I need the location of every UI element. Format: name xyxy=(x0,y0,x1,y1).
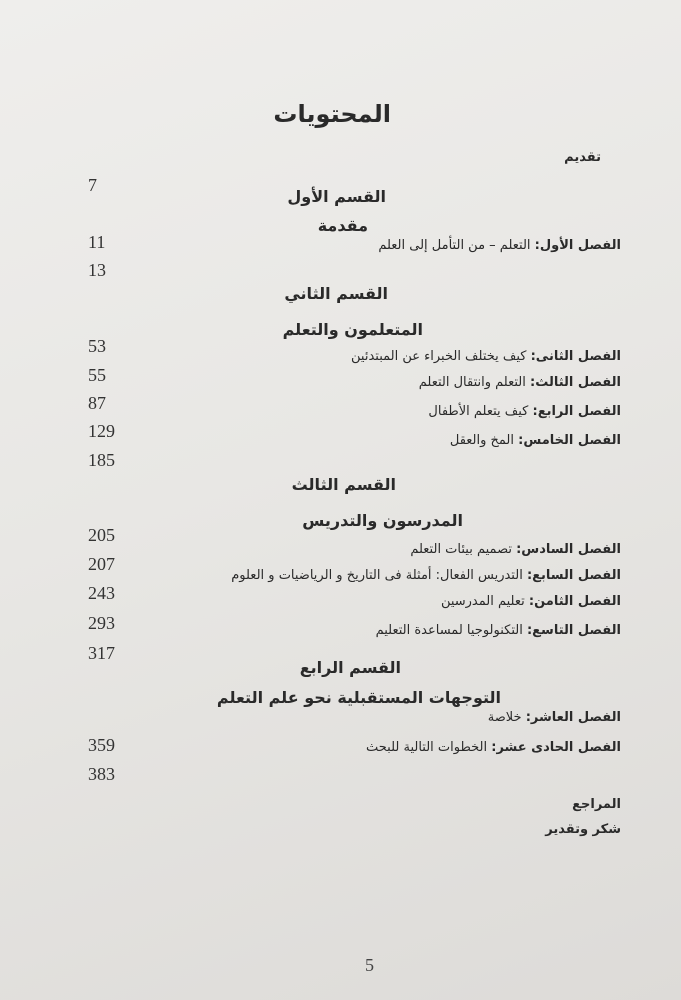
acknowledgments-entry: شكر وتقدير xyxy=(545,822,621,837)
chapter7-title: التدريس الفعال: أمثلة فى التاريخ و الرياضيات و العلوم xyxy=(231,568,523,583)
part3-heading: القسم الثالث xyxy=(291,475,396,494)
chapter3-label: الفصل الثالث: xyxy=(530,375,621,390)
chapter10-title: خلاصة xyxy=(487,710,522,725)
chapter4-title: كيف يتعلم الأطفال xyxy=(428,404,529,419)
part1-subtitle: مقدمة xyxy=(317,216,368,235)
page-number: 243 xyxy=(88,583,115,603)
chapter2-title: كيف يختلف الخبراء عن المبتدئين xyxy=(351,349,527,364)
chapter2-entry xyxy=(351,349,621,364)
chapter11-entry xyxy=(366,740,621,755)
page-number: 317 xyxy=(88,643,115,663)
part1-heading: القسم الأول xyxy=(287,187,386,206)
chapter2-label: الفصل الثانى: xyxy=(530,349,621,364)
page-number: 293 xyxy=(88,613,115,633)
chapter8-label: الفصل الثامن: xyxy=(528,594,621,609)
part3-subtitle: المدرسون والتدريس xyxy=(302,511,463,530)
chapter11-title: الخطوات التالية للبحث xyxy=(366,740,488,755)
chapter5-label: الفصل الخامس: xyxy=(518,433,621,448)
page-number: 359 xyxy=(88,735,115,755)
part2-subtitle: المتعلمون والتعلم xyxy=(282,320,423,339)
chapter9-title: التكنولوجيا لمساعدة التعليم xyxy=(375,623,523,638)
chapter1-title: التعلم – من التأمل إلى العلم xyxy=(378,238,531,253)
preface-entry: تقديم xyxy=(564,150,601,165)
chapter7-entry xyxy=(231,568,621,583)
page-number: 87 xyxy=(88,393,106,413)
chapter9-entry xyxy=(376,623,621,638)
page-number: 207 xyxy=(88,554,115,574)
chapter10-label: الفصل العاشر: xyxy=(525,710,621,725)
page-number: 205 xyxy=(88,525,115,545)
page-number: 11 xyxy=(88,232,106,252)
chapter10-entry xyxy=(488,710,621,725)
chapter6-entry xyxy=(410,542,621,557)
page-number: 129 xyxy=(88,421,115,441)
page-number: 55 xyxy=(88,365,106,385)
part2-heading: القسم الثاني xyxy=(284,284,388,303)
chapter4-label: الفصل الرابع: xyxy=(532,404,621,419)
part4-subtitle: التوجهات المستقبلية نحو علم التعلم xyxy=(216,688,501,707)
page-number: 53 xyxy=(88,336,106,356)
chapter9-label: الفصل التاسع: xyxy=(526,623,621,638)
part4-heading: القسم الرابع xyxy=(299,658,401,677)
chapter5-entry xyxy=(450,433,621,448)
chapter6-label: الفصل السادس: xyxy=(516,542,621,557)
chapter3-title: التعلم وانتقال التعلم xyxy=(418,375,526,390)
chapter7-label: الفصل السابع: xyxy=(526,568,621,583)
page-number: 13 xyxy=(88,260,106,280)
chapter5-title: المخ والعقل xyxy=(449,433,514,448)
chapter8-title: تعليم المدرسين xyxy=(440,594,525,609)
chapter11-label: الفصل الحادى عشر: xyxy=(491,740,621,755)
references-entry: المراجع xyxy=(572,797,621,812)
page-number: 185 xyxy=(88,450,115,470)
chapter1-label: الفصل الأول: xyxy=(534,238,621,253)
chapter3-entry xyxy=(419,375,621,390)
chapter4-entry xyxy=(428,404,621,419)
page-number: 7 xyxy=(88,175,97,195)
chapter6-title: تصميم بيئات التعلم xyxy=(410,542,512,557)
page-title: المحتويات xyxy=(273,100,391,128)
footer-page-number: 5 xyxy=(365,955,374,975)
chapter1-entry xyxy=(378,238,621,253)
page-number: 383 xyxy=(88,764,115,784)
chapter8-entry xyxy=(441,594,621,609)
